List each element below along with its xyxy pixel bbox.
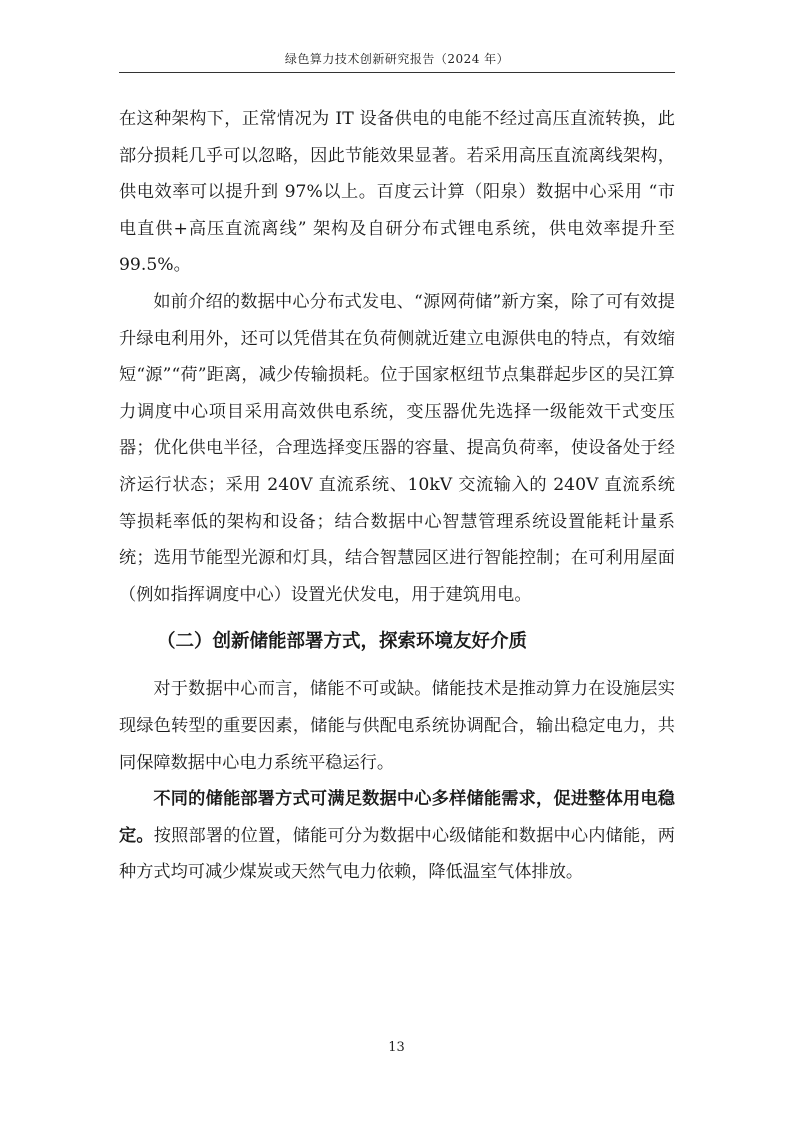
section-heading: （二）创新储能部署方式，探索环境友好介质 (157, 631, 528, 653)
paragraph-continued: 在这种架构下，正常情况为 IT 设备供电的电能不经过高压直流转换，此部分损耗几乎可以忽略，因此节能效果显著。若采用高压直流离线架构，供电效率可以提升到 97%以上。百度云计算（阳泉）数据中心采用 “市电直供+高压直流离线” 架构及自研分布式锂电系统，供电效率提升至 99.5%。 (119, 109, 675, 276)
bold-lead-sentence: 不同的储能部署方式可满足数据中心多样储能需求，促进整体用电稳定。 (119, 789, 675, 846)
paragraph-energy-storage-intro: 对于数据中心而言，储能不可或缺。储能技术是推动算力在设施层实现绿色转型的重要因素，储能与供配电系统协调配合，输出稳定电力，共同保障数据中心电力系统平稳运行。 (119, 679, 675, 773)
paragraph-storage-deployment (119, 781, 675, 891)
paragraph-source-grid-load-storage: 如前介绍的数据中心分布式发电、“源网荷储”新方案，除了可有效提升绿电利用外，还可以凭借其在负荷侧就近建立电源供电的特点，有效缩短“源”“荷”距离，减少传输损耗。位于国家枢纽节点集群起步区的吴江算力调度中心项目采用高效供电系统，变压器优先选择一级能效干式变压器；优化供电半径，合理选择变压器的容量、提高负荷率，使设备处于经济运行状态；采用 240V 直流系统、10kV 交流输入的 240V 直流系统等损耗率低的架构和设备；结合数据中心智慧管理系统设置能耗计量系统；选用节能型光源和灯具，结合智慧园区进行智能控制；在可利用屋面（例如指挥调度中心）设置光伏发电，用于建筑用电。 (119, 291, 675, 605)
running-header: 绿色算力技术创新研究报告（2024 年） (284, 52, 510, 66)
header-rule (119, 72, 675, 73)
document-body (119, 101, 675, 891)
paragraph-rest: 按照部署的位置，储能可分为数据中心级储能和数据中心内储能，两种方式均可减少煤炭或天然气电力依赖，降低温室气体排放。 (119, 825, 675, 883)
page-number: 13 (388, 1040, 405, 1055)
